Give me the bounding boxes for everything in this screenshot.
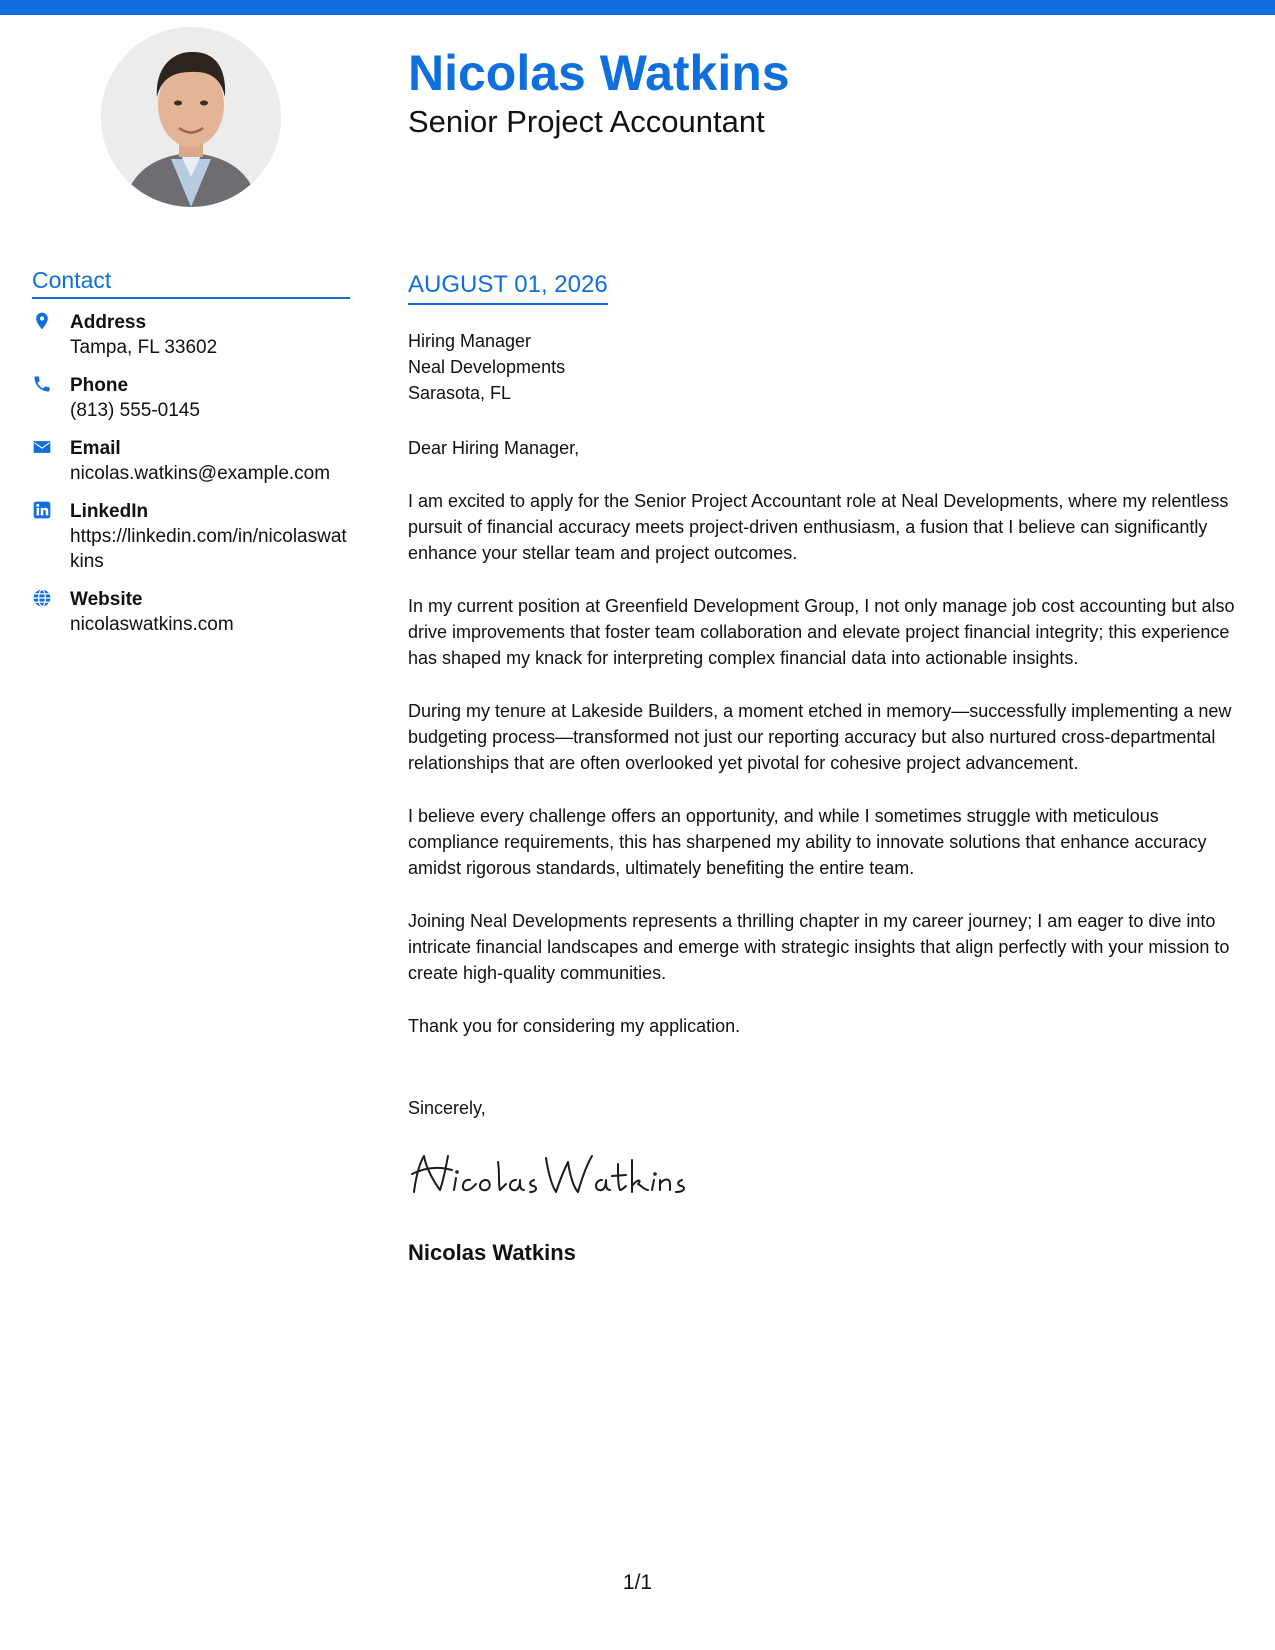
letter-paragraph: I believe every challenge offers an opportunity, and while I sometimes struggle with meticulous compliance requirements, this has sharpened my ability to innovate solutions that enhance accuracy amidst rigorous standards, ultimately benefiting the entire team. bbox=[408, 806, 1207, 878]
contact-heading: Contact bbox=[32, 264, 350, 299]
candidate-name: Nicolas Watkins bbox=[408, 45, 790, 101]
contact-website bbox=[32, 587, 352, 637]
recipient-line: Sarasota, FL bbox=[408, 383, 512, 403]
linkedin-icon bbox=[32, 500, 56, 524]
globe-icon bbox=[32, 588, 56, 612]
contact-linkedin bbox=[32, 499, 352, 574]
contact-label: Phone bbox=[70, 375, 129, 396]
letter-paragraph: During my tenure at Lakeside Builders, a moment etched in memory—successfully implementing a new budgeting process—transformed not just our reporting accuracy but also nurtured cross-departmental relationships that are often overlooked yet pivotal for cohesive project advancement. bbox=[408, 701, 1232, 773]
contact-value: (813) 555-0145 bbox=[70, 400, 200, 421]
letter-paragraph: In my current position at Greenfield Development Group, I not only manage job cost accounting but also drive improvements that foster team collaboration and elevate project financial integrity; this experience has shaped my knack for interpreting complex financial data into actionable insights. bbox=[408, 596, 1235, 668]
contact-list bbox=[32, 310, 352, 650]
contact-value: nicolaswatkins.com bbox=[70, 614, 234, 635]
contact-value: nicolas.watkins@example.com bbox=[70, 463, 331, 484]
top-accent-bar bbox=[0, 0, 1275, 15]
closing: Sincerely, bbox=[408, 1098, 486, 1118]
salutation: Dear Hiring Manager, bbox=[408, 438, 580, 458]
letter-body bbox=[408, 435, 1248, 1066]
signature-image bbox=[406, 1148, 686, 1204]
contact-email bbox=[32, 436, 352, 486]
signed-name: Nicolas Watkins bbox=[408, 1240, 576, 1265]
contact-label: Website bbox=[70, 589, 143, 610]
letter-paragraph: Thank you for considering my application. bbox=[408, 1016, 741, 1036]
contact-address bbox=[32, 310, 352, 360]
letter-paragraph: Joining Neal Developments represents a thrilling chapter in my career journey; I am eager to dive into intricate financial landscapes and emerge with strategic insights that align perfectly with your mission to create high-quality communities. bbox=[408, 911, 1230, 983]
recipient-line: Hiring Manager bbox=[408, 331, 532, 351]
letter-paragraph: I am excited to apply for the Senior Project Accountant role at Neal Developments, where my relentless pursuit of financial accuracy meets project-driven enthusiasm, a fusion that I believe can significantly enhance your stellar team and project outcomes. bbox=[408, 491, 1229, 563]
profile-photo bbox=[101, 27, 281, 207]
page-number: 1/1 bbox=[622, 1571, 653, 1594]
letter-date: AUGUST 01, 2026 bbox=[408, 268, 608, 305]
handwritten-signature bbox=[406, 1148, 686, 1204]
contact-label: LinkedIn bbox=[70, 501, 149, 522]
avatar bbox=[101, 27, 281, 207]
contact-value: Tampa, FL 33602 bbox=[70, 337, 218, 358]
contact-phone bbox=[32, 373, 352, 423]
map-pin-icon bbox=[32, 311, 56, 335]
candidate-role: Senior Project Accountant bbox=[408, 104, 765, 139]
recipient-block bbox=[408, 328, 565, 406]
recipient-line: Neal Developments bbox=[408, 357, 566, 377]
contact-label: Email bbox=[70, 438, 121, 459]
phone-icon bbox=[32, 374, 56, 398]
contact-label: Address bbox=[70, 312, 147, 333]
envelope-icon bbox=[32, 437, 56, 461]
contact-value: https://linkedin.com/in/nicolaswatkins bbox=[70, 526, 347, 572]
